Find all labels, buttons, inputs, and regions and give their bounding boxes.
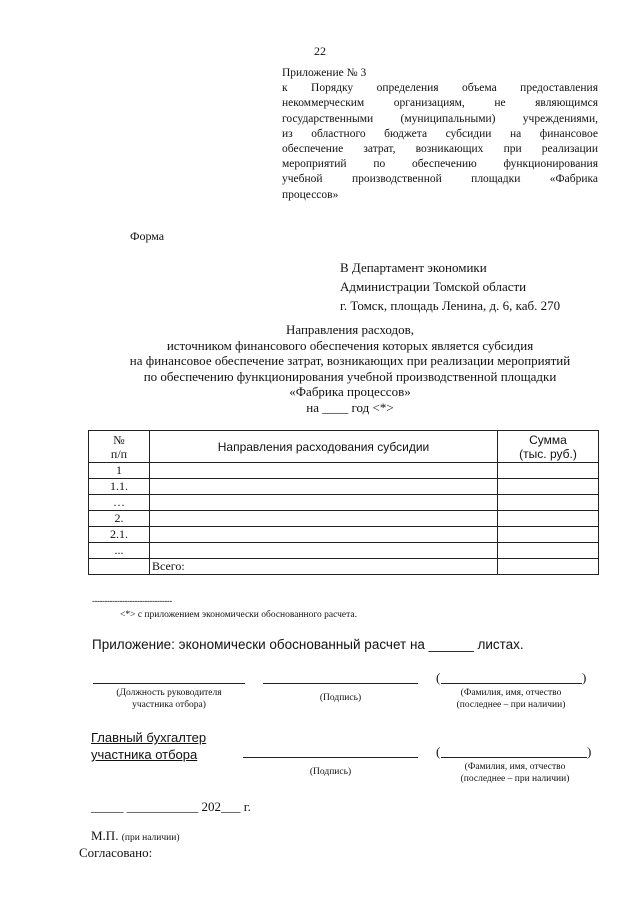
open-paren: ( — [436, 670, 441, 685]
table-row — [89, 527, 599, 543]
appendix-line: государственными (муниципальными) учреждениями, — [282, 112, 598, 125]
table-row — [89, 479, 599, 495]
row-number: 1 — [89, 463, 150, 479]
header-sum-line: (тыс. руб.) — [519, 446, 577, 461]
row-direction[interactable] — [150, 463, 498, 479]
header-no-line: № — [113, 432, 125, 447]
table-row — [89, 463, 599, 479]
table-row — [89, 511, 599, 527]
total-label: Всего: — [150, 559, 498, 575]
addressee-line: В Департамент экономики — [340, 260, 487, 275]
position-caption — [93, 687, 245, 711]
row-sum[interactable] — [498, 527, 599, 543]
close-paren: ) — [587, 744, 592, 759]
fio-line[interactable] — [441, 683, 582, 684]
caption-line: участника отбора) — [132, 700, 206, 710]
chief-accountant-label — [91, 729, 206, 763]
fio-caption — [436, 687, 586, 711]
caption-line: (последнее – при наличии) — [460, 774, 570, 784]
row-direction[interactable] — [150, 511, 498, 527]
row-direction[interactable] — [150, 479, 498, 495]
label-line: участника отбора — [91, 747, 198, 762]
accountant-fio-line[interactable] — [441, 757, 587, 758]
caption-line: (Фамилия, имя, отчество — [464, 762, 566, 772]
row-direction[interactable] — [150, 495, 498, 511]
signature-caption: (Подпись) — [319, 693, 362, 703]
caption-line: (Должность руководителя — [116, 688, 222, 698]
title-line: Направления расходов, — [285, 322, 415, 337]
total-sum[interactable] — [498, 559, 599, 575]
title-line: на финансовое обеспечение затрат, возникающих при реализации мероприятий — [129, 353, 571, 368]
document-title — [100, 322, 600, 415]
table-row — [89, 543, 599, 559]
appendix-header — [282, 66, 598, 203]
header-sum-line: Сумма — [529, 432, 567, 447]
row-number: … — [89, 495, 150, 511]
stamp-label — [91, 828, 179, 844]
accountant-signature-line[interactable] — [243, 757, 418, 758]
addressee-line: Администрации Томской области — [340, 279, 527, 294]
title-line: по обеспечению функционирования учебной производственной площадки — [143, 368, 557, 384]
agreed-label: Согласовано: — [79, 845, 153, 860]
header-no-line: п/п — [110, 446, 128, 461]
row-sum[interactable] — [498, 495, 599, 511]
row-number: 1.1. — [89, 479, 150, 495]
row-sum[interactable] — [498, 463, 599, 479]
addressee-line: г. Томск, площадь Ленина, д. 6, каб. 270 — [340, 298, 561, 313]
position-line[interactable] — [93, 683, 245, 684]
open-paren: ( — [436, 744, 441, 759]
fio-caption — [440, 761, 590, 785]
signature-line[interactable] — [263, 683, 418, 684]
footnote-separator: -------------------------------- — [92, 596, 172, 606]
title-line: источником финансового обеспечения которых является субсидия — [166, 337, 534, 353]
row-sum[interactable] — [498, 543, 599, 559]
row-number: 2. — [89, 511, 150, 527]
row-number: ... — [89, 543, 150, 559]
table-total-row — [89, 559, 599, 575]
header-number — [89, 431, 150, 463]
appendix-line: мероприятий по обеспечению функционирования — [282, 158, 598, 171]
signature-caption: (Подпись) — [309, 767, 352, 777]
date-line[interactable]: _____ ___________ 202___ г. — [91, 799, 251, 814]
row-sum[interactable] — [498, 511, 599, 527]
title-line: на ____ год <*> — [306, 399, 394, 415]
footnote: <*> с приложением экономически обоснованного расчета. — [120, 610, 358, 620]
appendix-line: учебной производственной площадки «Фабрика — [282, 173, 598, 186]
table-row — [89, 495, 599, 511]
appendix-line: процессов» — [282, 188, 339, 201]
row-direction[interactable] — [150, 543, 498, 559]
table-header-row — [89, 431, 599, 463]
appendix-title: Приложение № 3 — [282, 67, 367, 79]
attachment-note: Приложение: экономически обоснованный расчет на ______ листах. — [92, 637, 524, 652]
header-sum — [498, 431, 599, 463]
expenses-table — [88, 430, 599, 575]
row-sum[interactable] — [498, 479, 599, 495]
appendix-line: из областного бюджета субсидии на финансовое — [282, 127, 598, 140]
row-number — [89, 559, 150, 575]
caption-line: (Фамилия, имя, отчество — [460, 688, 562, 698]
page-number: 22 — [314, 44, 326, 58]
close-paren: ) — [582, 670, 587, 685]
form-label: Форма — [130, 229, 165, 243]
caption-line: (последнее – при наличии) — [456, 700, 566, 710]
row-direction[interactable] — [150, 527, 498, 543]
label-line: Главный бухгалтер — [91, 730, 207, 745]
appendix-line: некоммерческим организациям, не являющимся — [282, 97, 598, 110]
title-line: «Фабрика процессов» — [289, 384, 411, 399]
appendix-line: к Порядку определения объема предоставления — [282, 82, 598, 95]
row-number: 2.1. — [89, 527, 150, 543]
appendix-line: обеспечение затрат, возникающих при реализации — [282, 143, 598, 156]
stamp-note: (при наличии) — [121, 833, 180, 843]
addressee — [340, 258, 560, 315]
header-direction: Направления расходования субсидии — [150, 431, 498, 463]
stamp-text: М.П. — [91, 828, 119, 843]
